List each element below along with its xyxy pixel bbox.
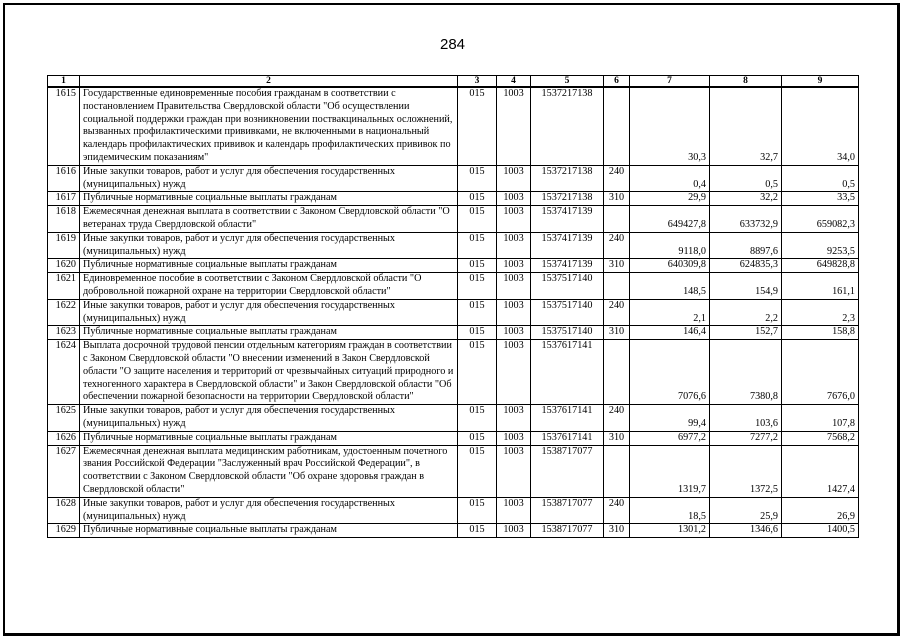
- table-row: [48, 232, 859, 259]
- row-code-3: 015: [458, 497, 497, 524]
- row-value-7: 2,1: [630, 299, 710, 326]
- row-value-7: 146,4: [630, 326, 710, 340]
- budget-table: [47, 75, 859, 538]
- row-code-4: 1003: [497, 87, 531, 165]
- row-code-4: 1003: [497, 192, 531, 206]
- row-code-6: 240: [604, 299, 630, 326]
- row-code-4: 1003: [497, 326, 531, 340]
- row-code-6: 310: [604, 431, 630, 445]
- row-value-9: 1427,4: [782, 445, 859, 497]
- row-code-6: [604, 445, 630, 497]
- row-value-8: 2,2: [710, 299, 782, 326]
- row-value-7: 6977,2: [630, 431, 710, 445]
- row-code-5: 1537517140: [531, 273, 604, 300]
- row-code-6: 310: [604, 192, 630, 206]
- row-value-9: 161,1: [782, 273, 859, 300]
- table-row: [48, 206, 859, 233]
- row-code-5: 1537617141: [531, 431, 604, 445]
- column-header: 6: [604, 76, 630, 88]
- row-name: Иные закупки товаров, работ и услуг для обеспечения государственных (муниципальных) нужд: [80, 405, 458, 432]
- row-code-6: 240: [604, 232, 630, 259]
- row-value-9: 107,8: [782, 405, 859, 432]
- row-value-8: 154,9: [710, 273, 782, 300]
- row-code-4: 1003: [497, 259, 531, 273]
- table-row: [48, 326, 859, 340]
- row-code-5: 1537517140: [531, 326, 604, 340]
- row-code-3: 015: [458, 445, 497, 497]
- row-value-7: 0,4: [630, 165, 710, 192]
- row-number: 1620: [48, 259, 80, 273]
- row-value-9: 659082,3: [782, 206, 859, 233]
- row-code-6: [604, 273, 630, 300]
- row-code-4: 1003: [497, 445, 531, 497]
- row-code-4: 1003: [497, 497, 531, 524]
- row-number: 1617: [48, 192, 80, 206]
- row-code-5: 1537417139: [531, 232, 604, 259]
- row-number: 1618: [48, 206, 80, 233]
- row-value-7: 649427,8: [630, 206, 710, 233]
- row-value-9: 2,3: [782, 299, 859, 326]
- row-code-3: 015: [458, 87, 497, 165]
- column-header: 3: [458, 76, 497, 88]
- row-number: 1627: [48, 445, 80, 497]
- row-code-5: 1537617141: [531, 405, 604, 432]
- table-row: [48, 192, 859, 206]
- row-value-9: 7676,0: [782, 340, 859, 405]
- row-value-9: 649828,8: [782, 259, 859, 273]
- row-value-7: 9118,0: [630, 232, 710, 259]
- row-name: Публичные нормативные социальные выплаты гражданам: [80, 326, 458, 340]
- row-code-3: 015: [458, 232, 497, 259]
- row-code-5: 1538717077: [531, 524, 604, 538]
- row-code-3: 015: [458, 524, 497, 538]
- table-row: [48, 524, 859, 538]
- row-name: Иные закупки товаров, работ и услуг для обеспечения государственных (муниципальных) нужд: [80, 232, 458, 259]
- row-code-5: 1537417139: [531, 206, 604, 233]
- row-code-3: 015: [458, 273, 497, 300]
- row-code-4: 1003: [497, 431, 531, 445]
- row-code-4: 1003: [497, 206, 531, 233]
- row-value-9: 7568,2: [782, 431, 859, 445]
- row-number: 1622: [48, 299, 80, 326]
- row-number: 1615: [48, 87, 80, 165]
- row-value-8: 32,2: [710, 192, 782, 206]
- row-code-4: 1003: [497, 232, 531, 259]
- row-value-7: 29,9: [630, 192, 710, 206]
- table-row: [48, 165, 859, 192]
- row-code-6: [604, 340, 630, 405]
- table-row: [48, 299, 859, 326]
- table-row: [48, 445, 859, 497]
- row-value-7: 99,4: [630, 405, 710, 432]
- row-number: 1629: [48, 524, 80, 538]
- row-code-4: 1003: [497, 299, 531, 326]
- table-row: [48, 273, 859, 300]
- row-value-8: 32,7: [710, 87, 782, 165]
- row-name: Публичные нормативные социальные выплаты гражданам: [80, 431, 458, 445]
- row-value-8: 633732,9: [710, 206, 782, 233]
- row-value-9: 33,5: [782, 192, 859, 206]
- row-code-3: 015: [458, 206, 497, 233]
- row-number: 1623: [48, 326, 80, 340]
- row-number: 1624: [48, 340, 80, 405]
- page-number: 284: [439, 36, 466, 53]
- row-name: Публичные нормативные социальные выплаты гражданам: [80, 259, 458, 273]
- table-body: [48, 87, 859, 538]
- row-code-3: 015: [458, 165, 497, 192]
- row-code-6: 240: [604, 405, 630, 432]
- row-number: 1616: [48, 165, 80, 192]
- row-code-6: 310: [604, 326, 630, 340]
- row-value-8: 25,9: [710, 497, 782, 524]
- row-value-8: 152,7: [710, 326, 782, 340]
- row-code-6: 240: [604, 165, 630, 192]
- row-code-6: 310: [604, 524, 630, 538]
- row-value-8: 0,5: [710, 165, 782, 192]
- table-row: [48, 431, 859, 445]
- row-code-4: 1003: [497, 405, 531, 432]
- column-header: 2: [80, 76, 458, 88]
- row-value-8: 7277,2: [710, 431, 782, 445]
- row-value-8: 7380,8: [710, 340, 782, 405]
- row-value-9: 0,5: [782, 165, 859, 192]
- row-value-7: 1319,7: [630, 445, 710, 497]
- row-value-8: 1372,5: [710, 445, 782, 497]
- row-number: 1628: [48, 497, 80, 524]
- row-value-9: 9253,5: [782, 232, 859, 259]
- row-code-3: 015: [458, 299, 497, 326]
- row-code-6: 240: [604, 497, 630, 524]
- row-name: Иные закупки товаров, работ и услуг для обеспечения государственных (муниципальных) нужд: [80, 165, 458, 192]
- row-code-5: 1538717077: [531, 497, 604, 524]
- row-value-8: 1346,6: [710, 524, 782, 538]
- row-name: Государственные единовременные пособия гражданам в соответствии с постановлением Правительства Свердловской области "Об осуществлении социальной поддержки граждан при возникновении поствакцинальных осложнений, вызванных профилактическими прививками, не включенными в национальный календарь профилактических прививок и календарь профилактических прививок по эпидемическим показаниям": [80, 87, 458, 165]
- table-row: [48, 497, 859, 524]
- row-value-7: 30,3: [630, 87, 710, 165]
- row-code-5: 1537517140: [531, 299, 604, 326]
- row-name: Иные закупки товаров, работ и услуг для обеспечения государственных (муниципальных) нужд: [80, 497, 458, 524]
- row-name: Иные закупки товаров, работ и услуг для обеспечения государственных (муниципальных) нужд: [80, 299, 458, 326]
- column-header: 1: [48, 76, 80, 88]
- row-name: Выплата досрочной трудовой пенсии отдельным категориям граждан в соответствии с Законом Свердловской области "О внесении изменений в Закон Свердловской области "О защите населения и территорий от чрезвычайных ситуаций природного и техногенного характера в Свердловской области" и Закон Свердловской области "Об обеспечении пожарной безопасности на территории Свердловской области": [80, 340, 458, 405]
- row-value-7: 640309,8: [630, 259, 710, 273]
- row-number: 1626: [48, 431, 80, 445]
- row-code-3: 015: [458, 405, 497, 432]
- row-code-4: 1003: [497, 165, 531, 192]
- row-name: Публичные нормативные социальные выплаты гражданам: [80, 192, 458, 206]
- row-value-8: 624835,3: [710, 259, 782, 273]
- row-number: 1625: [48, 405, 80, 432]
- row-name: Ежемесячная денежная выплата в соответствии с Законом Свердловской области "О ветеранах труда Свердловской области": [80, 206, 458, 233]
- table-row: [48, 259, 859, 273]
- row-name: Единовременное пособие в соответствии с Законом Свердловской области "О добровольной пожарной охране на территории Свердловской области": [80, 273, 458, 300]
- column-header: 5: [531, 76, 604, 88]
- row-value-8: 103,6: [710, 405, 782, 432]
- row-code-5: 1537617141: [531, 340, 604, 405]
- row-value-9: 26,9: [782, 497, 859, 524]
- row-code-5: 1538717077: [531, 445, 604, 497]
- row-code-3: 015: [458, 192, 497, 206]
- row-value-7: 18,5: [630, 497, 710, 524]
- row-value-7: 1301,2: [630, 524, 710, 538]
- row-value-9: 158,8: [782, 326, 859, 340]
- table-row: [48, 87, 859, 165]
- row-code-5: 1537217138: [531, 192, 604, 206]
- row-code-3: 015: [458, 326, 497, 340]
- row-code-3: 015: [458, 431, 497, 445]
- row-code-4: 1003: [497, 340, 531, 405]
- column-header: 4: [497, 76, 531, 88]
- row-value-8: 8897,6: [710, 232, 782, 259]
- table-header-row: [48, 76, 859, 88]
- row-code-6: [604, 87, 630, 165]
- table-row: [48, 340, 859, 405]
- row-code-4: 1003: [497, 524, 531, 538]
- row-value-7: 148,5: [630, 273, 710, 300]
- row-value-7: 7076,6: [630, 340, 710, 405]
- row-code-5: 1537417139: [531, 259, 604, 273]
- row-name: Ежемесячная денежная выплата медицинским работникам, удостоенным почетного звания Российской Федерации "Заслуженный врач Российской Федерации", в соответствии с Законом Свердловской области "Об охране здоровья граждан в Свердловской области": [80, 445, 458, 497]
- row-name: Публичные нормативные социальные выплаты гражданам: [80, 524, 458, 538]
- row-code-6: [604, 206, 630, 233]
- column-header: 7: [630, 76, 710, 88]
- row-code-5: 1537217138: [531, 87, 604, 165]
- row-code-3: 015: [458, 340, 497, 405]
- row-number: 1621: [48, 273, 80, 300]
- column-header: 8: [710, 76, 782, 88]
- row-code-6: 310: [604, 259, 630, 273]
- row-number: 1619: [48, 232, 80, 259]
- column-header: 9: [782, 76, 859, 88]
- row-code-3: 015: [458, 259, 497, 273]
- row-value-9: 1400,5: [782, 524, 859, 538]
- row-value-9: 34,0: [782, 87, 859, 165]
- row-code-5: 1537217138: [531, 165, 604, 192]
- row-code-4: 1003: [497, 273, 531, 300]
- table-row: [48, 405, 859, 432]
